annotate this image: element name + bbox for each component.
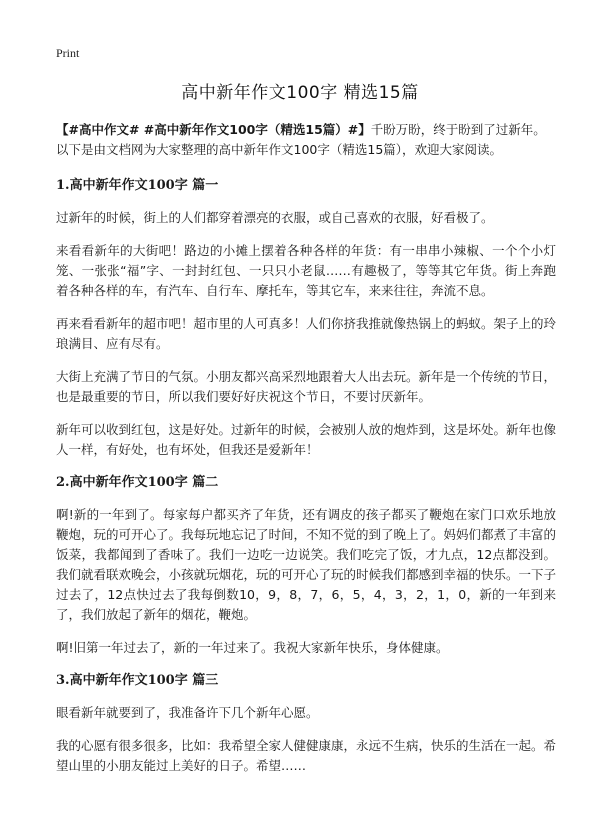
paragraph: 我的心愿有很多很多，比如：我希望全家人健健康康，永远不生病，快乐的生活在一起。希望山里的小朋友能过上美好的日子。希望…… <box>56 738 557 773</box>
paragraph: 来看看新年的大街吧！路边的小摊上摆着各种各样的年货：有一串串小辣椒、一个个小灯笼、一张张“福”字、一封封红包、一只只小老鼠……有趣极了，等等其它年货。街上奔跑着各种各样的车，有汽车、自行车、摩托车，等其它车，来来往往，奔流不息。 <box>56 243 556 298</box>
paragraph: 啊!新的一年到了。每家每户都买齐了年货，还有调皮的孩子都买了鞭炮在家门口欢乐地放鞭炮，玩的可开心了。我每玩地忘记了时间，不知不觉的到了晚上了。妈妈们都煮了丰富的饭菜，我都闻到了香味了。我们一边吃一边说笑。我们吃完了饭，才九点，12点都没到。我们就看联欢晚会，小孩就玩烟花，玩的可开心了玩的时候我们都感到幸福的快乐。一下子过去了，12点快过去了我每倒数10，9，8，7，6，5，4，3，2，1，0，新的一年到来了，我们放起了新年的烟花，鞭炮。 <box>56 507 557 622</box>
paragraph: 过新年的时候，街上的人们都穿着漂亮的衣服，或自己喜欢的衣服，好看极了。 <box>56 210 494 225</box>
section-heading: 3.高中新年作文100字 篇三 <box>56 673 219 688</box>
page-title: 高中新年作文100字 精选15篇 <box>181 83 419 103</box>
section-heading: 1.高中新年作文100字 篇一 <box>56 178 219 193</box>
section-1 <box>56 176 556 460</box>
section-3 <box>56 671 556 776</box>
section-heading: 2.高中新年作文100字 篇二 <box>56 475 219 490</box>
paragraph: 眼看新年就要到了，我准备许下几个新年心愿。 <box>56 705 319 720</box>
section-2 <box>56 473 556 658</box>
paragraph: 大街上充满了节日的气氛。小朋友都兴高采烈地跟着大人出去玩。新年是一个传统的节日，也是最重要的节日，所以我们要好好庆祝这个节日，不要讨厌新年。 <box>56 369 557 404</box>
paragraph: 新年可以收到红包，这是好处。过新年的时候，会被别人放的炮炸到，这是坏处。新年也像人一样，有好处，也有坏处，但我还是爱新年！ <box>56 422 557 457</box>
print-link[interactable]: Print <box>56 46 80 60</box>
intro-text: 千盼万盼，终于盼到了过新年。以下是由文档网为大家整理的高中新年作文100字（精选15篇），欢迎大家阅读。 <box>56 122 546 157</box>
intro-tag: 【#高中作文# #高中新年作文100字（精选15篇）#】 <box>56 122 371 137</box>
article-body <box>56 120 556 789</box>
paragraph: 啊!旧第一年过去了，新的一年过来了。我祝大家新年快乐，身体健康。 <box>56 640 449 655</box>
paragraph: 再来看看新年的超市吧！超市里的人可真多！人们你挤我推就像热锅上的蚂蚁。架子上的玲琅满目、应有尽有。 <box>56 316 557 351</box>
intro-paragraph <box>56 120 556 160</box>
